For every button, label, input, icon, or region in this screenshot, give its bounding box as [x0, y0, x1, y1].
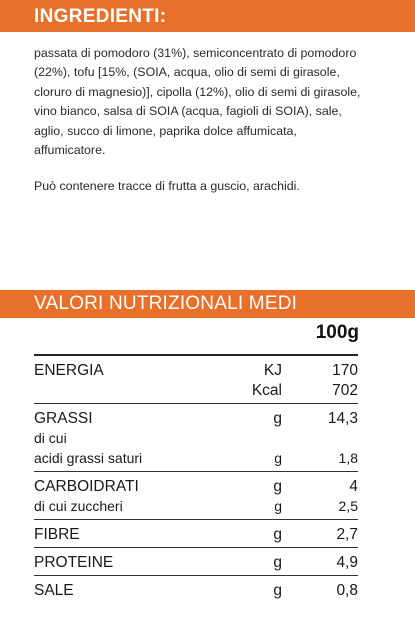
nutrient-value: 702 — [332, 382, 358, 399]
nutrition-title: VALORI NUTRIZIONALI MEDI — [34, 293, 298, 314]
nutrient-unit: Kcal — [251, 382, 282, 399]
nutrient-label: ENERGIA — [34, 362, 104, 379]
nutrient-value: 14,3 — [327, 410, 358, 427]
nutrient-unit: g — [274, 498, 282, 514]
nutrient-row — [34, 450, 358, 470]
nutrient-value: 170 — [332, 362, 358, 379]
allergen-note: Può contenere tracce di frutta a guscio, arachidi. — [34, 179, 300, 194]
nutrient-group — [34, 520, 358, 548]
nutrient-unit: g — [273, 554, 282, 571]
nutrient-row — [34, 526, 358, 546]
nutrient-label: acidi grassi saturi — [34, 450, 143, 466]
nutrient-row — [34, 478, 358, 498]
nutrient-value: 2,7 — [336, 526, 358, 543]
nutrient-unit: g — [273, 582, 282, 599]
nutrient-group — [34, 472, 358, 520]
nutrient-group — [34, 548, 358, 576]
nutrient-row — [34, 362, 358, 382]
nutrient-value: 4,9 — [336, 554, 358, 571]
nutrient-row — [34, 582, 358, 602]
nutrient-label: FIBRE — [34, 526, 80, 543]
nutrient-value: 1,8 — [338, 450, 358, 466]
nutrient-value: 2,5 — [338, 498, 358, 514]
ingredients-section — [34, 44, 364, 197]
ingredients-header-band — [0, 0, 415, 32]
nutrient-unit: g — [273, 410, 282, 427]
nutrition-header-band — [0, 290, 415, 318]
nutrient-row — [34, 430, 358, 450]
nutrient-label: CARBOIDRATI — [34, 478, 139, 495]
nutrient-value: 4 — [349, 478, 358, 495]
ingredients-list: passata di pomodoro (31%), semiconcentrato di pomodoro (22%), tofu [15%, (SOIA, acqua, olio di semi di girasole, cloruro di magnesio)], cipolla (12%), olio di semi di girasole, vino bianco, salsa di SOIA (acqua, fagioli di SOIA), sale, aglio, succo di limone, paprika dolce affumicata, affumicatore. — [34, 46, 361, 158]
nutrient-unit: KJ — [263, 362, 282, 379]
nutrient-row — [34, 554, 358, 574]
nutrient-label: SALE — [34, 582, 74, 599]
nutrient-value: 0,8 — [336, 582, 358, 599]
nutrient-unit: g — [273, 478, 282, 495]
nutrient-unit: g — [273, 526, 282, 543]
nutrient-group — [34, 576, 358, 603]
nutrient-label: GRASSI — [34, 410, 93, 427]
nutrition-table — [34, 354, 358, 603]
nutrient-row — [34, 410, 358, 430]
nutrient-label: PROTEINE — [34, 554, 114, 571]
nutrient-label: di cui — [34, 430, 67, 446]
nutrient-unit: g — [274, 450, 282, 466]
nutrient-row — [34, 382, 358, 402]
nutrient-group — [34, 356, 358, 404]
nutrient-label: di cui zuccheri — [34, 498, 123, 514]
ingredients-title: INGREDIENTI: — [34, 6, 167, 27]
nutrient-group — [34, 404, 358, 472]
nutrient-row — [34, 498, 358, 518]
per-100g-header: 100g — [315, 322, 359, 343]
